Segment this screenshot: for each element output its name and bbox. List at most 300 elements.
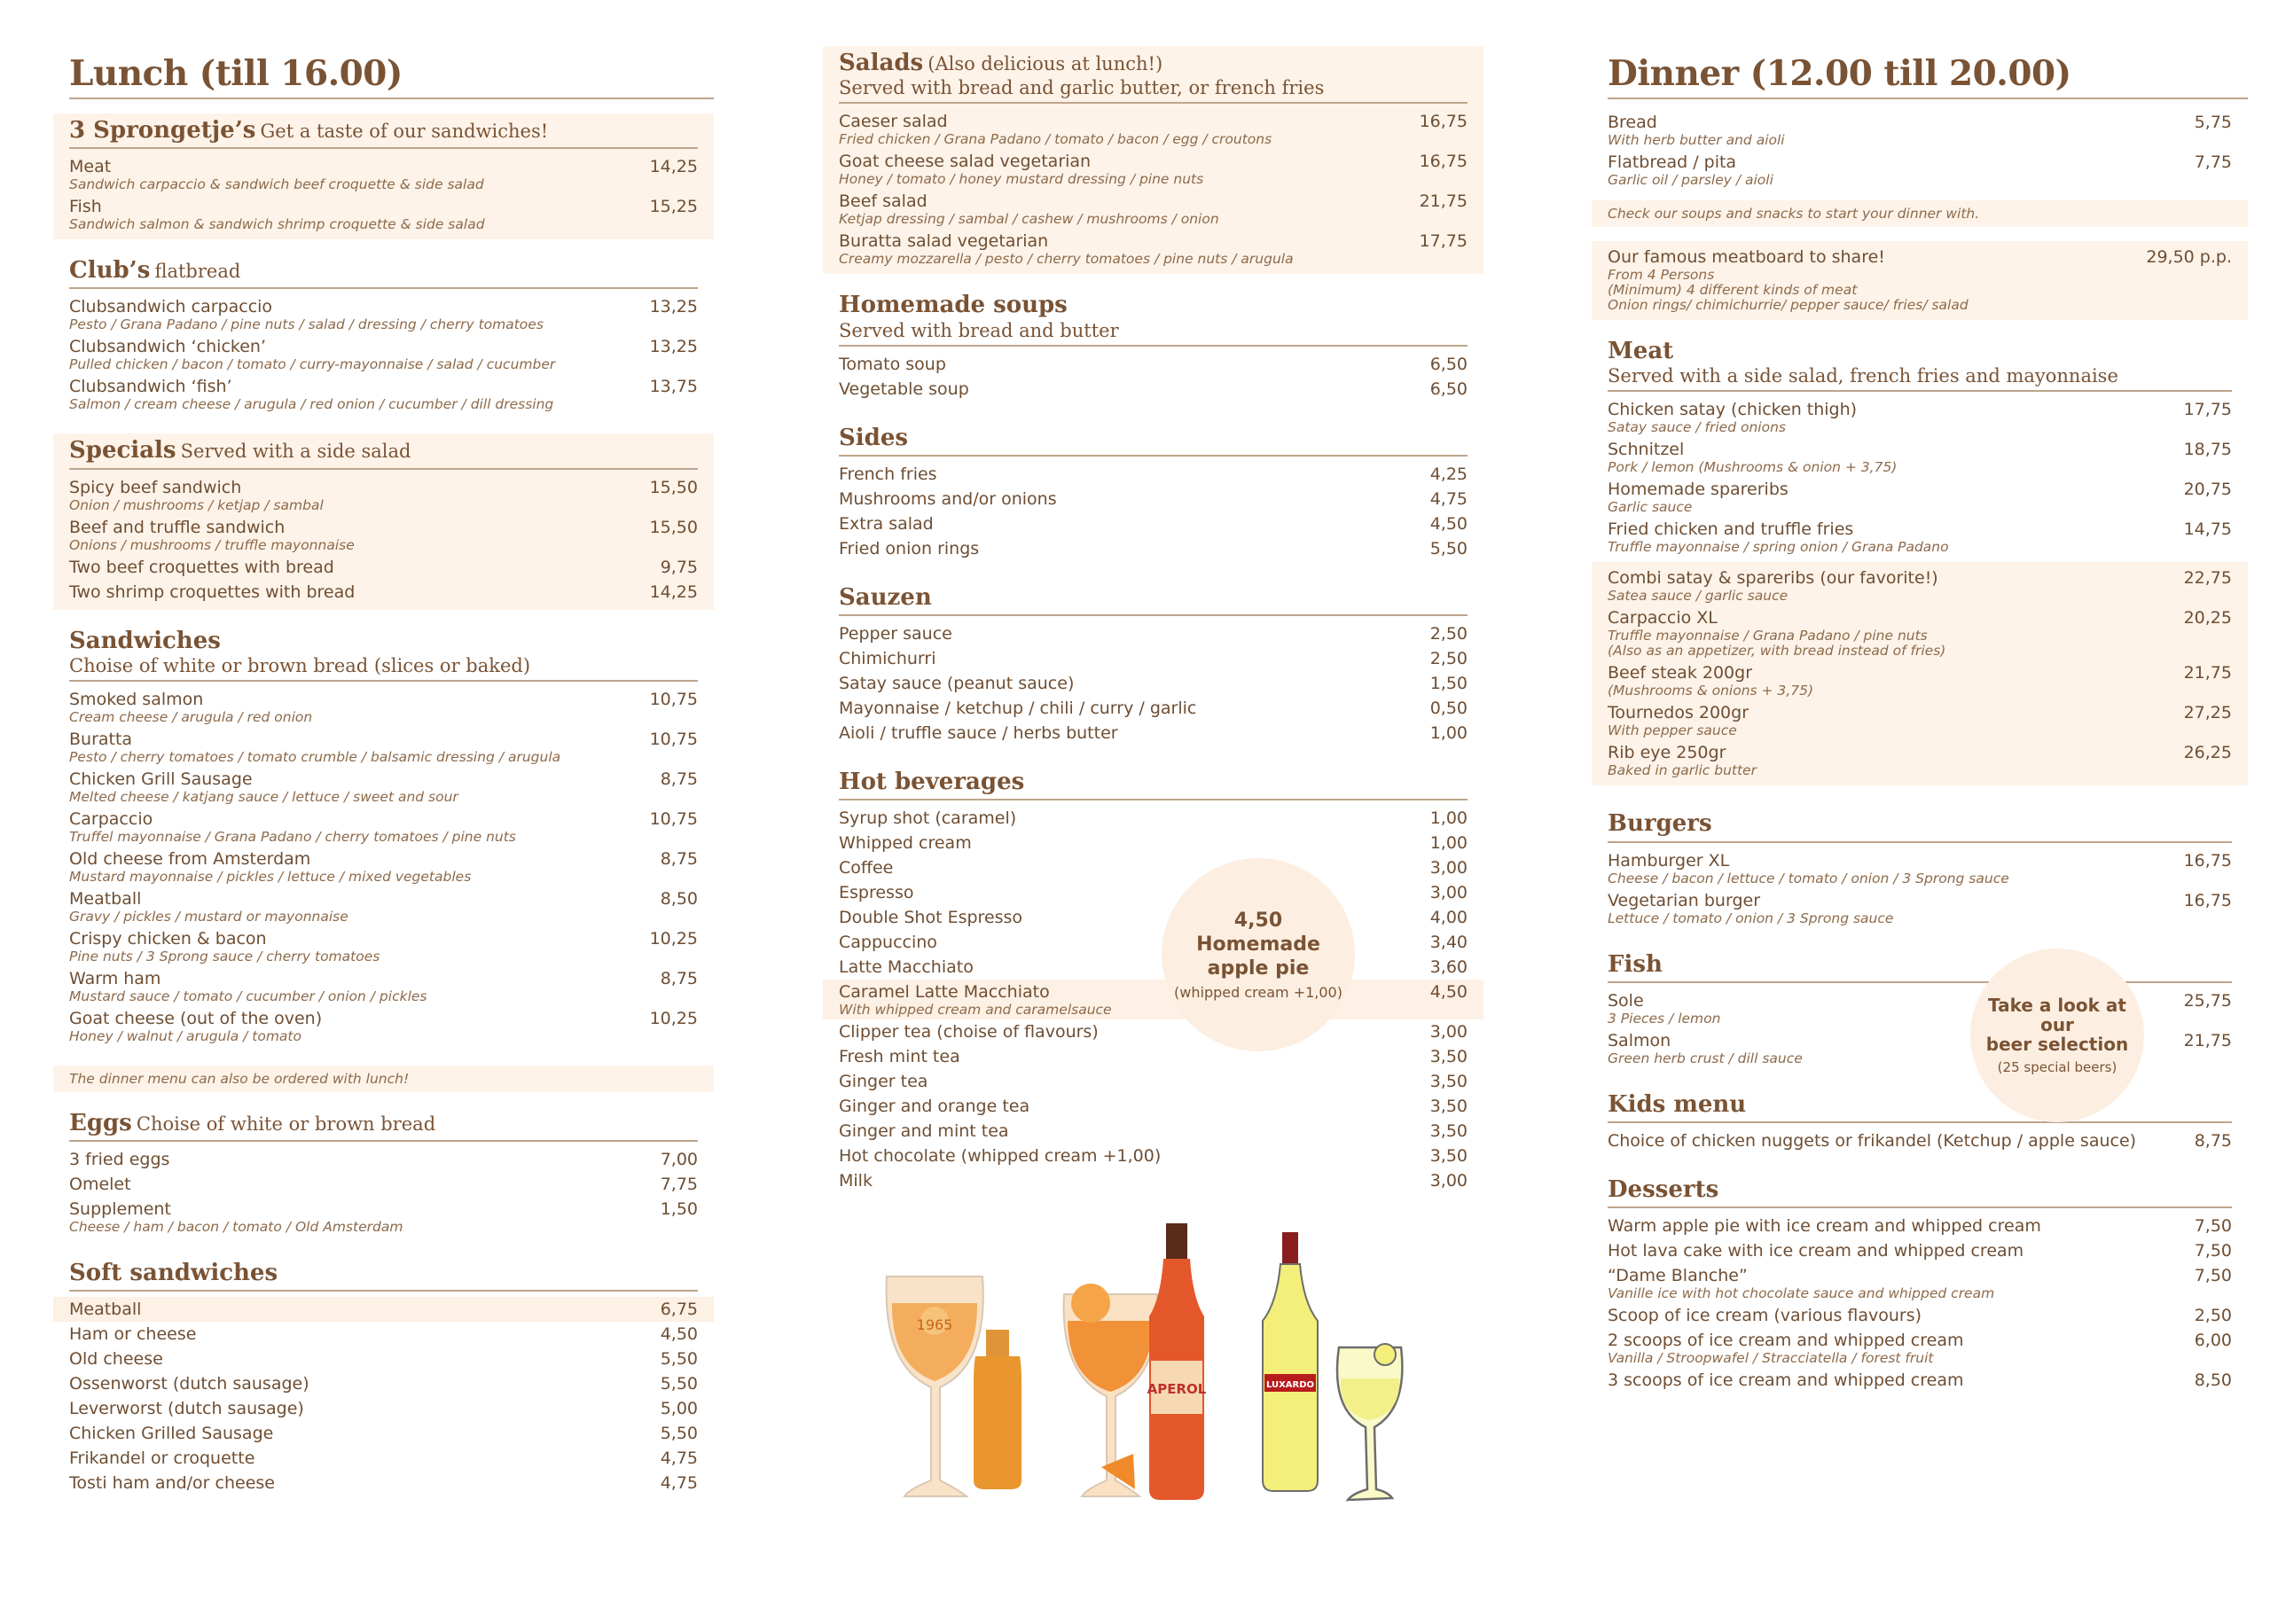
item-name: Our famous meatboard to share! <box>1608 247 1885 267</box>
item-name: Homemade spareribs <box>1608 480 1789 500</box>
item-desc: Gravy / pickles / mustard or mayonnaise <box>69 908 348 925</box>
menu-item <box>839 905 1468 930</box>
item-main <box>69 1422 643 1445</box>
item-main <box>839 856 1413 879</box>
item-list <box>1608 1128 2232 1153</box>
menu-item <box>1608 566 2232 605</box>
item-name: Bread <box>1608 113 1657 132</box>
menu-item <box>1608 110 2232 150</box>
item-name: Latte Macchiato <box>839 957 974 978</box>
section-title: Specials <box>69 437 176 465</box>
item-desc: Sandwich salmon & sandwich shrimp croquette & side salad <box>69 216 485 233</box>
item-name: Flatbread / pita <box>1608 152 1737 172</box>
item-desc: Cheese / bacon / lettuce / tomato / onion / 3 Sprong sauce <box>1608 870 2009 886</box>
menu-item <box>1608 1214 2232 1238</box>
section-title: Meat <box>1608 338 1674 364</box>
menu-item <box>69 294 698 334</box>
item-price: 3,50 <box>1429 1097 1468 1117</box>
menu-item <box>839 646 1468 671</box>
item-desc: Truffel mayonnaise / Grana Padano / cherry tomatoes / pine nuts <box>69 828 516 845</box>
menu-item <box>69 1421 698 1446</box>
item-price: 9,75 <box>660 557 698 577</box>
menu-item <box>69 687 698 727</box>
item-main <box>1608 701 2166 739</box>
item-main <box>1608 398 2166 436</box>
item-name: Sole <box>1608 990 1644 1011</box>
section-sandwiches <box>53 624 714 1051</box>
item-price: 29,50 p.p. <box>2146 247 2232 267</box>
item-main <box>69 847 643 886</box>
section-title: Sauzen <box>839 583 932 611</box>
item-main <box>1608 1304 2177 1327</box>
item-desc: With pepper sauce <box>1608 722 1737 739</box>
menu-item <box>1608 245 2232 315</box>
menu-item <box>1608 437 2232 477</box>
section-soups <box>823 288 1483 406</box>
section-meat <box>1592 334 2248 562</box>
item-main <box>839 353 1413 376</box>
item-name: Fried onion rings <box>839 538 980 558</box>
item-main <box>1608 566 2166 605</box>
item-name: Supplement <box>69 1199 171 1220</box>
item-main <box>69 1298 643 1321</box>
item-main <box>1608 518 2166 556</box>
item-main <box>1608 438 2166 476</box>
item-desc: Onion rings/ chimichurrie/ pepper sauce/ fries/ salad <box>1608 297 1969 313</box>
menu-item <box>839 511 1468 536</box>
section-header <box>839 769 1468 800</box>
item-name: Leverworst (dutch sausage) <box>69 1399 304 1419</box>
section-header <box>839 584 1468 616</box>
lunch-column <box>53 0 714 1501</box>
beer-selection-bubble <box>1970 949 2144 1122</box>
item-main <box>69 887 643 925</box>
section-subline: Served with a side salad, french fries and mayonnaise <box>1608 365 2118 387</box>
menu-item <box>69 154 698 194</box>
item-price: 18,75 <box>2183 440 2232 460</box>
item-main <box>839 378 1413 401</box>
item-name: Caeser salad <box>839 112 948 132</box>
menu-item <box>53 1297 714 1322</box>
item-list <box>839 352 1468 402</box>
item-desc: (Mushrooms & onions + 3,75) <box>1608 683 1813 699</box>
menu-item <box>1608 700 2232 740</box>
menu-item <box>69 1347 698 1371</box>
menu-item <box>1608 740 2232 780</box>
item-main <box>839 537 1413 560</box>
item-main <box>69 155 632 193</box>
item-name: Buratta <box>69 729 133 749</box>
dinner-title: Dinner (12.00 till 20.00) <box>1608 53 2248 99</box>
section-header <box>839 50 1468 104</box>
menu-item <box>839 1144 1468 1168</box>
menu-item <box>69 807 698 847</box>
menu-item <box>69 886 698 926</box>
menu-item <box>1608 888 2232 928</box>
item-list <box>839 109 1468 269</box>
item-name: Tomato soup <box>839 354 946 374</box>
menu-item <box>839 536 1468 561</box>
item-list <box>839 462 1468 561</box>
item-price: 3,00 <box>1429 883 1468 903</box>
item-name: Ossenworst (dutch sausage) <box>69 1374 309 1394</box>
item-price: 2,50 <box>1429 624 1468 644</box>
item-name: Milk <box>839 1171 873 1191</box>
section-header <box>1608 810 2232 842</box>
item-price: 10,25 <box>649 1008 698 1028</box>
item-desc: 3 Pieces / lemon <box>1608 1010 1721 1027</box>
item-desc: Sandwich carpaccio & sandwich beef croquette & side salad <box>69 176 484 193</box>
item-price: 3,50 <box>1429 1146 1468 1167</box>
item-main <box>1608 1264 2177 1302</box>
item-name: Mayonnaise / ketchup / chili / curry / garlic <box>839 699 1197 719</box>
item-name: Buratta salad vegetarian <box>839 231 1049 252</box>
item-price: 16,75 <box>1419 112 1468 132</box>
item-desc: Pine nuts / 3 Sprong sauce / cherry tomatoes <box>69 948 380 964</box>
menu-item <box>69 334 698 374</box>
section-meatboard <box>1592 241 2248 320</box>
item-price: 14,25 <box>649 582 698 602</box>
item-list <box>69 154 698 234</box>
menu-item <box>839 1044 1468 1069</box>
item-price: 8,50 <box>2194 1370 2232 1391</box>
soups-note: Check our soups and snacks to start your dinner with. <box>1592 200 2248 227</box>
item-name: Spicy beef sandwich <box>69 477 242 497</box>
menu-item <box>1608 660 2232 700</box>
menu-item <box>839 621 1468 646</box>
item-name: French fries <box>839 464 937 484</box>
svg-text:APEROL: APEROL <box>1147 1381 1207 1397</box>
item-name: Choice of chicken nuggets or frikandel (Ketchup / apple sauce) <box>1608 1130 2137 1151</box>
item-price: 8,75 <box>660 769 698 789</box>
item-name: Tournedos 200gr <box>1608 703 1749 723</box>
menu-item <box>1608 1238 2232 1263</box>
item-desc: Fried chicken / Grana Padano / tomato / bacon / egg / croutons <box>839 131 1272 148</box>
item-desc: Baked in garlic butter <box>1608 762 1757 779</box>
section-starters <box>1592 106 2248 195</box>
item-price: 5,50 <box>660 1424 698 1444</box>
item-price: 21,75 <box>1419 191 1468 212</box>
menu-item <box>69 966 698 1006</box>
item-name: Ham or cheese <box>69 1324 197 1345</box>
item-price: 5,50 <box>1429 538 1468 558</box>
menu-item <box>839 696 1468 721</box>
item-name: 3 fried eggs <box>69 1150 170 1170</box>
section-title: Kids menu <box>1608 1090 1747 1118</box>
section-header <box>1608 1176 2232 1208</box>
item-name: Mushrooms and/or onions <box>839 488 1057 509</box>
item-main <box>839 1120 1413 1143</box>
item-name: Crispy chicken & bacon <box>69 928 267 949</box>
item-desc: (Minimum) 4 different kinds of meat <box>1608 282 1858 298</box>
item-desc: Honey / walnut / arugula / tomato <box>69 1027 301 1044</box>
section-kids <box>1592 1088 2248 1159</box>
item-name: Two shrimp croquettes with bread <box>69 582 356 602</box>
section-title: Desserts <box>1608 1175 1719 1203</box>
menu-item <box>69 1396 698 1421</box>
section-title: Fish <box>1608 950 1663 978</box>
menu-item <box>1608 848 2232 888</box>
menu-item <box>839 487 1468 511</box>
item-main <box>1608 1329 2177 1367</box>
item-main <box>839 1169 1413 1192</box>
item-price: 14,75 <box>2183 519 2232 540</box>
item-main <box>839 722 1413 745</box>
menu-item <box>1608 1128 2232 1153</box>
menu-item <box>839 462 1468 487</box>
menu-item <box>839 1019 1468 1044</box>
item-main <box>69 1347 643 1370</box>
menu-item <box>69 1147 698 1172</box>
item-main <box>1608 1369 2177 1392</box>
item-name: Smoked salmon <box>69 689 204 709</box>
item-list <box>1608 566 2232 780</box>
item-price: 4,50 <box>1429 982 1468 1003</box>
middle-column <box>823 0 1483 1198</box>
item-main <box>69 768 643 806</box>
item-desc: Lettuce / tomato / onion / 3 Sprong sauce <box>1608 910 1894 926</box>
item-main <box>69 688 632 726</box>
menu-item <box>823 980 1483 1019</box>
item-main <box>69 1148 643 1171</box>
item-desc: Creamy mozzarella / pesto / cherry tomatoes / pine nuts / arugula <box>839 251 1294 268</box>
menu-item <box>69 926 698 966</box>
item-name: Fried chicken and truffle fries <box>1608 519 1854 540</box>
item-list <box>839 621 1468 746</box>
item-desc: Pulled chicken / bacon / tomato / curry-mayonnaise / salad / cucumber <box>69 356 556 373</box>
menu-item <box>839 1168 1468 1193</box>
small-bottle <box>974 1330 1022 1489</box>
item-name: Clubsandwich ‘fish’ <box>69 377 232 397</box>
item-price: 4,00 <box>1429 908 1468 928</box>
menu-item <box>1608 150 2232 190</box>
menu-item <box>69 1197 698 1237</box>
item-desc: Garlic sauce <box>1608 499 1693 516</box>
item-price: 5,00 <box>660 1399 698 1419</box>
item-name: Meatball <box>69 1300 142 1320</box>
item-price: 25,75 <box>2183 990 2232 1011</box>
item-price: 4,25 <box>1429 464 1468 484</box>
menu-item <box>839 1119 1468 1144</box>
section-eggs <box>53 1106 714 1242</box>
item-main <box>1608 1214 2177 1238</box>
menu-item <box>839 831 1468 855</box>
menu-item <box>839 806 1468 831</box>
item-main <box>1608 478 2166 516</box>
item-list <box>69 475 698 605</box>
item-price: 3,40 <box>1429 933 1468 953</box>
item-price: 17,75 <box>1419 231 1468 252</box>
section-header <box>69 437 698 469</box>
item-name: Fresh mint tea <box>839 1047 960 1067</box>
menu-item <box>839 671 1468 696</box>
menu-item <box>839 1094 1468 1119</box>
section-header <box>69 257 698 289</box>
section-header <box>1608 338 2232 392</box>
item-desc: Cheese / ham / bacon / tomato / Old Amsterdam <box>69 1219 403 1236</box>
item-main <box>839 110 1402 148</box>
item-name: Vegetable soup <box>839 379 969 399</box>
section-desserts <box>1592 1173 2248 1398</box>
menu-item <box>69 515 698 555</box>
item-main <box>1608 1239 2177 1262</box>
item-name: Tosti ham and/or cheese <box>69 1473 275 1494</box>
item-name: Warm apple pie with ice cream and whipped cream <box>1608 1216 2041 1237</box>
item-desc: Truffle mayonnaise / Grana Padano / pine nuts <box>1608 628 1928 644</box>
item-name: Meatball <box>69 888 142 909</box>
spritz-glass-right <box>1064 1284 1158 1496</box>
item-price: 13,25 <box>649 337 698 357</box>
item-name: Caramel Latte Macchiato <box>839 982 1050 1003</box>
item-main <box>69 1323 643 1346</box>
item-price: 26,25 <box>2183 743 2232 763</box>
item-price: 7,00 <box>660 1150 698 1170</box>
section-title: Eggs <box>69 1109 132 1136</box>
menu-item <box>69 374 698 414</box>
item-name: “Dame Blanche” <box>1608 1266 1748 1286</box>
menu-item <box>69 475 698 515</box>
item-price: 6,50 <box>1429 379 1468 399</box>
item-price: 2,50 <box>2194 1306 2232 1326</box>
item-price: 15,25 <box>649 197 698 217</box>
menu-item <box>839 955 1468 980</box>
item-main <box>69 195 632 233</box>
section-title: Hot beverages <box>839 769 1025 796</box>
item-price: 27,25 <box>2183 703 2232 723</box>
item-name: Hot chocolate (whipped cream +1,00) <box>839 1146 1162 1167</box>
item-desc: Vanille ice with hot chocolate sauce and whipped cream <box>1608 1285 1995 1302</box>
item-name: Double Shot Espresso <box>839 908 1023 928</box>
item-main <box>839 622 1413 645</box>
item-name: Hamburger XL <box>1608 850 1730 871</box>
item-main <box>839 230 1402 268</box>
section-title: Soft sandwiches <box>69 1260 278 1287</box>
item-main <box>839 1045 1413 1068</box>
section-header <box>839 425 1468 457</box>
item-price: 3,00 <box>1429 858 1468 878</box>
menu-item <box>1608 605 2232 660</box>
item-main <box>1608 246 2128 314</box>
menu-item <box>839 1069 1468 1094</box>
item-name: Chimichurri <box>839 649 936 669</box>
item-name: Beef and truffle sandwich <box>69 517 286 537</box>
item-name: Ginger and mint tea <box>839 1121 1009 1142</box>
item-name: Goat cheese (out of the oven) <box>69 1008 323 1028</box>
item-price: 3,60 <box>1429 957 1468 978</box>
item-price: 1,00 <box>1429 723 1468 744</box>
item-price: 4,75 <box>660 1448 698 1469</box>
section-sprongetjes <box>53 113 714 239</box>
item-desc: Honey / tomato / honey mustard dressing / pine nuts <box>839 171 1204 188</box>
item-main <box>1608 111 2177 149</box>
menu-item <box>69 1006 698 1046</box>
item-price: 6,50 <box>1429 354 1468 374</box>
item-price: 1,00 <box>1429 833 1468 854</box>
item-name: Chicken satay (chicken thigh) <box>1608 400 1858 420</box>
item-name: Vegetarian burger <box>1608 890 1761 910</box>
menu-item <box>69 847 698 886</box>
item-price: 7,50 <box>2194 1241 2232 1261</box>
menu-item <box>839 189 1468 229</box>
section-subtitle: (Also delicious at lunch!) <box>928 53 1163 74</box>
item-main <box>69 375 632 413</box>
menu-item <box>839 880 1468 905</box>
item-name: Old cheese from Amsterdam <box>69 848 311 869</box>
item-price: 17,75 <box>2183 400 2232 420</box>
section-specials <box>53 433 714 609</box>
section-header <box>69 117 698 149</box>
wine-glass <box>1337 1344 1402 1500</box>
item-price: 16,75 <box>2183 850 2232 871</box>
item-price: 4,75 <box>1429 488 1468 509</box>
item-name: Carpaccio XL <box>1608 608 1718 629</box>
item-list <box>1608 1214 2232 1393</box>
beer-line1: Take a look at our <box>1988 995 2126 1035</box>
item-desc: Pesto / Grana Padano / pine nuts / salad / dressing / cherry tomatoes <box>69 316 544 333</box>
section-title: Sides <box>839 424 909 451</box>
item-name: Scoop of ice cream (various flavours) <box>1608 1306 1922 1326</box>
item-main <box>839 807 1413 830</box>
menu-item <box>1608 397 2232 437</box>
item-main <box>69 295 632 333</box>
item-price: 7,50 <box>2194 1216 2232 1237</box>
section-fish <box>1592 948 2248 1074</box>
item-main <box>839 672 1413 695</box>
menu-item <box>839 855 1468 880</box>
apple-pie-note: (whipped cream +1,00) <box>1174 984 1342 1001</box>
item-name: Combi satay & spareribs (our favorite!) <box>1608 568 1938 589</box>
section-subtitle: flatbread <box>154 261 241 283</box>
item-name: Rib eye 250gr <box>1608 743 1726 763</box>
item-price: 20,75 <box>2183 480 2232 500</box>
menu-item <box>839 149 1468 189</box>
svg-text:1965: 1965 <box>916 1316 953 1333</box>
item-price: 14,25 <box>649 157 698 177</box>
item-price: 8,75 <box>2194 1130 2232 1151</box>
section-header <box>69 1110 698 1142</box>
item-price: 5,50 <box>660 1349 698 1370</box>
item-price: 1,50 <box>1429 674 1468 694</box>
menu-item <box>839 109 1468 149</box>
item-desc: Cream cheese / arugula / red onion <box>69 708 313 725</box>
item-desc: Satay sauce / fried onions <box>1608 419 1786 436</box>
item-price: 8,75 <box>660 968 698 988</box>
item-list <box>1608 110 2232 190</box>
section-header <box>1608 1091 2232 1123</box>
apple-pie-line2: apple pie <box>1207 957 1310 980</box>
item-name: Clipper tea (choise of flavours) <box>839 1022 1099 1042</box>
item-price: 2,50 <box>1429 649 1468 669</box>
section-title: 3 Sprongetje’s <box>69 117 256 144</box>
section-title: Burgers <box>1608 810 1712 838</box>
section-subtitle: Choise of white or brown bread (slices or baked) <box>69 654 531 676</box>
item-name: Ginger tea <box>839 1072 928 1092</box>
item-main <box>69 1173 643 1196</box>
item-list <box>69 1297 698 1495</box>
item-price: 10,75 <box>649 808 698 829</box>
menu-item <box>839 229 1468 269</box>
item-name: Chicken Grilled Sausage <box>69 1424 274 1444</box>
item-main <box>839 832 1413 855</box>
item-main <box>839 1070 1413 1093</box>
item-price: 21,75 <box>2183 1030 2232 1050</box>
item-desc: With whipped cream and caramelsauce <box>839 1002 1112 1019</box>
item-name: Coffee <box>839 858 894 878</box>
apple-pie-bubble <box>1162 858 1355 1051</box>
item-price: 6,00 <box>2194 1331 2232 1351</box>
item-price: 0,50 <box>1429 699 1468 719</box>
item-desc: Mustard sauce / tomato / cucumber / onion / pickles <box>69 988 427 1004</box>
